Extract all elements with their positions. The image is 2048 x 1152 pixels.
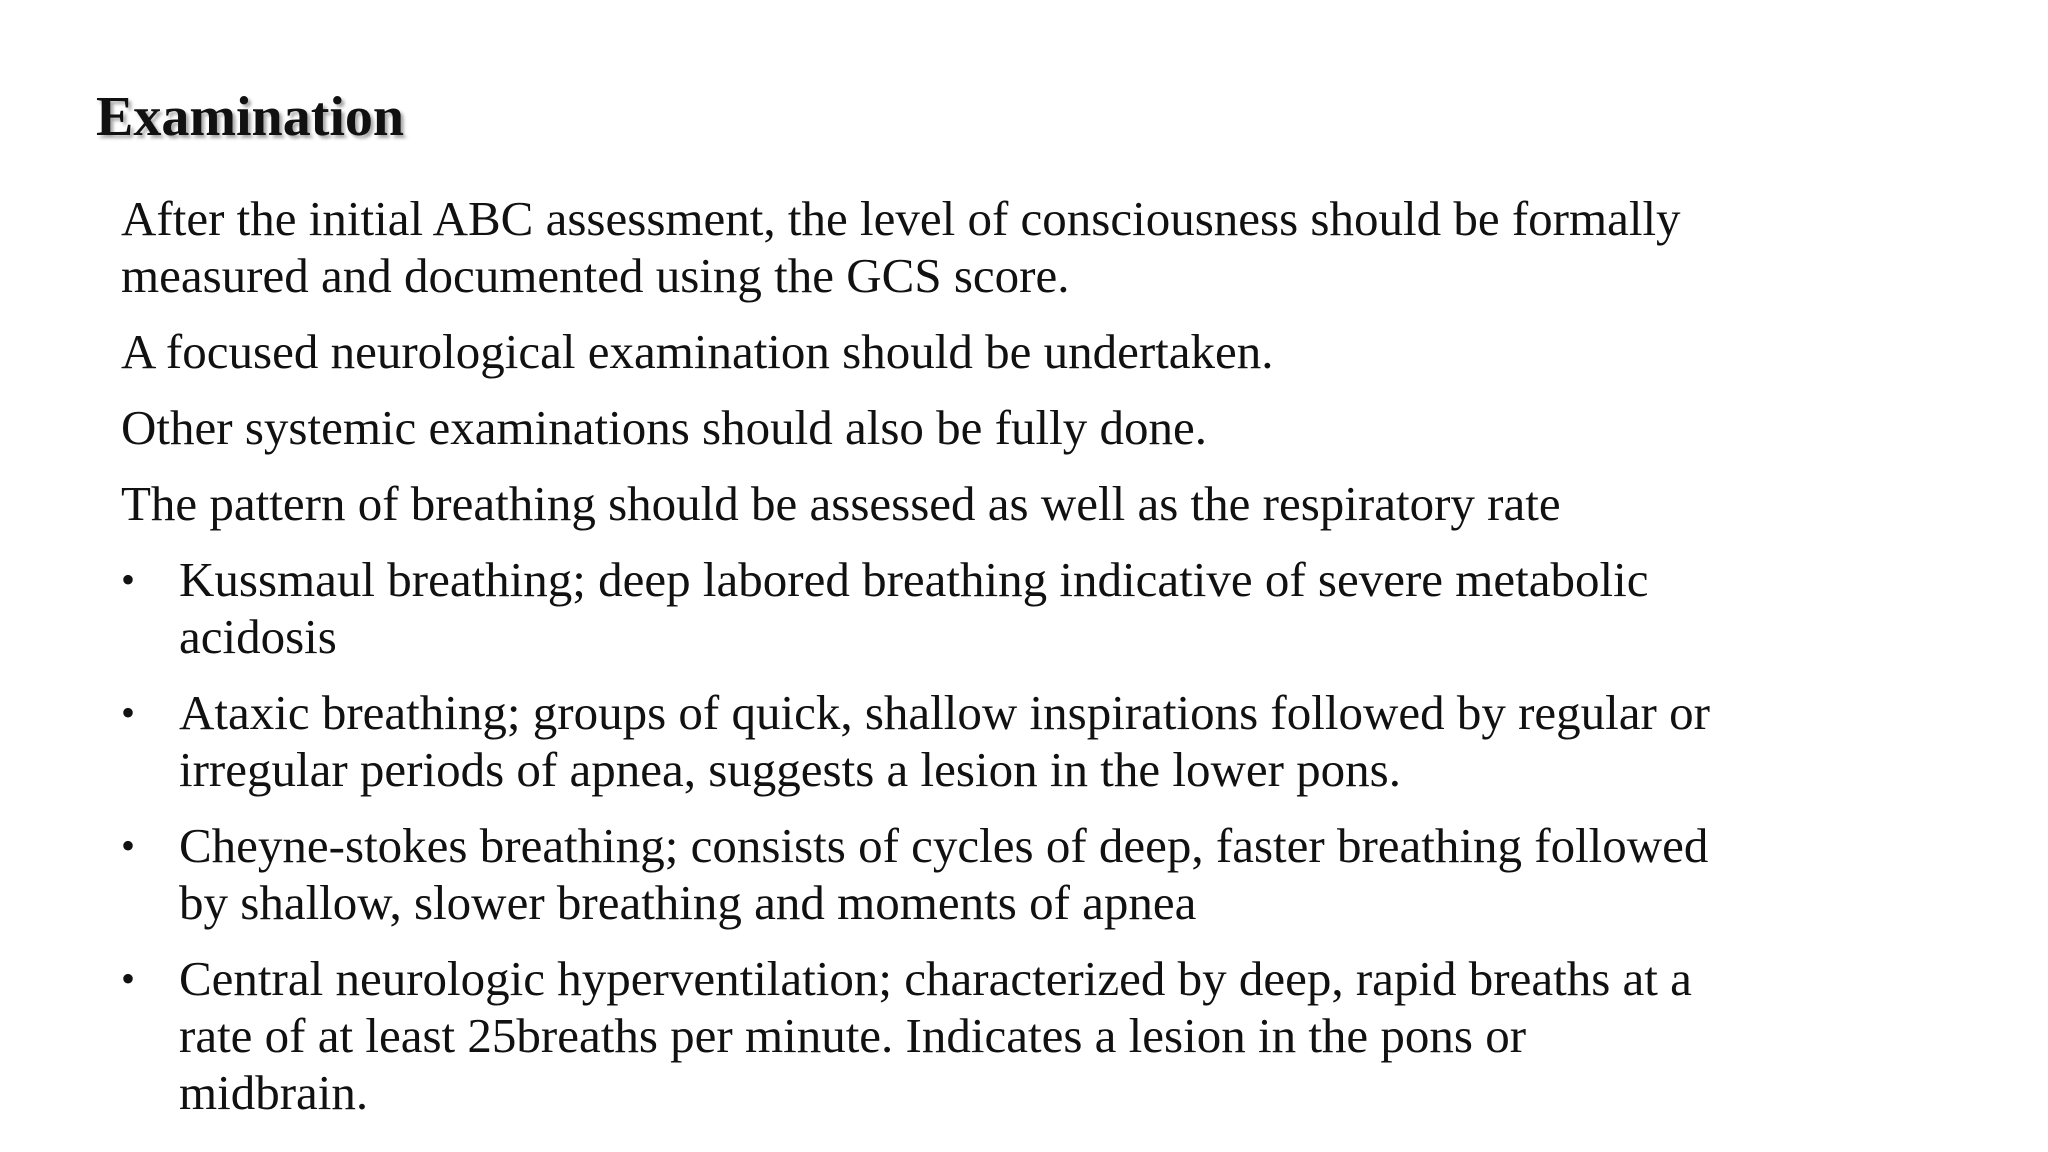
- slide-title: Examination: [96, 86, 405, 148]
- list-item-kussmaul: [121, 551, 1841, 665]
- list-item-text: Central neurologic hyperventilation; characterized by deep, rapid breaths at a rate of at least 25breaths per minute. Indicates a lesion in the pons or midbrain.: [179, 951, 1692, 1120]
- paragraph-abc-assessment: After the initial ABC assessment, the level of consciousness should be formally measured and documented using the GCS score.: [121, 191, 1681, 303]
- list-item-ataxic: [121, 684, 1841, 798]
- slide-body: [121, 190, 1841, 1140]
- list-item-text: Cheyne-stokes breathing; consists of cycles of deep, faster breathing followed by shallow, slower breathing and moments of apnea: [179, 818, 1709, 930]
- list-item-text: Kussmaul breathing; deep labored breathing indicative of severe metabolic acidosis: [179, 552, 1649, 664]
- bullet-icon: •: [121, 956, 136, 1001]
- bullet-icon: •: [121, 690, 136, 735]
- bullet-icon: •: [121, 557, 136, 602]
- list-item-cheyne-stokes: [121, 817, 1841, 931]
- breathing-patterns-list: [121, 551, 1841, 1121]
- paragraph-neurological-exam: A focused neurological examination should be undertaken.: [121, 324, 1274, 379]
- bullet-icon: •: [121, 823, 136, 868]
- list-item-text: Ataxic breathing; groups of quick, shallow inspirations followed by regular or irregular periods of apnea, suggests a lesion in the lower pons.: [179, 685, 1710, 797]
- paragraph-breathing-pattern: The pattern of breathing should be assessed as well as the respiratory rate: [121, 476, 1561, 531]
- list-item-central-hyperventilation: [121, 950, 1841, 1121]
- paragraph-systemic-exam: Other systemic examinations should also be fully done.: [121, 400, 1207, 455]
